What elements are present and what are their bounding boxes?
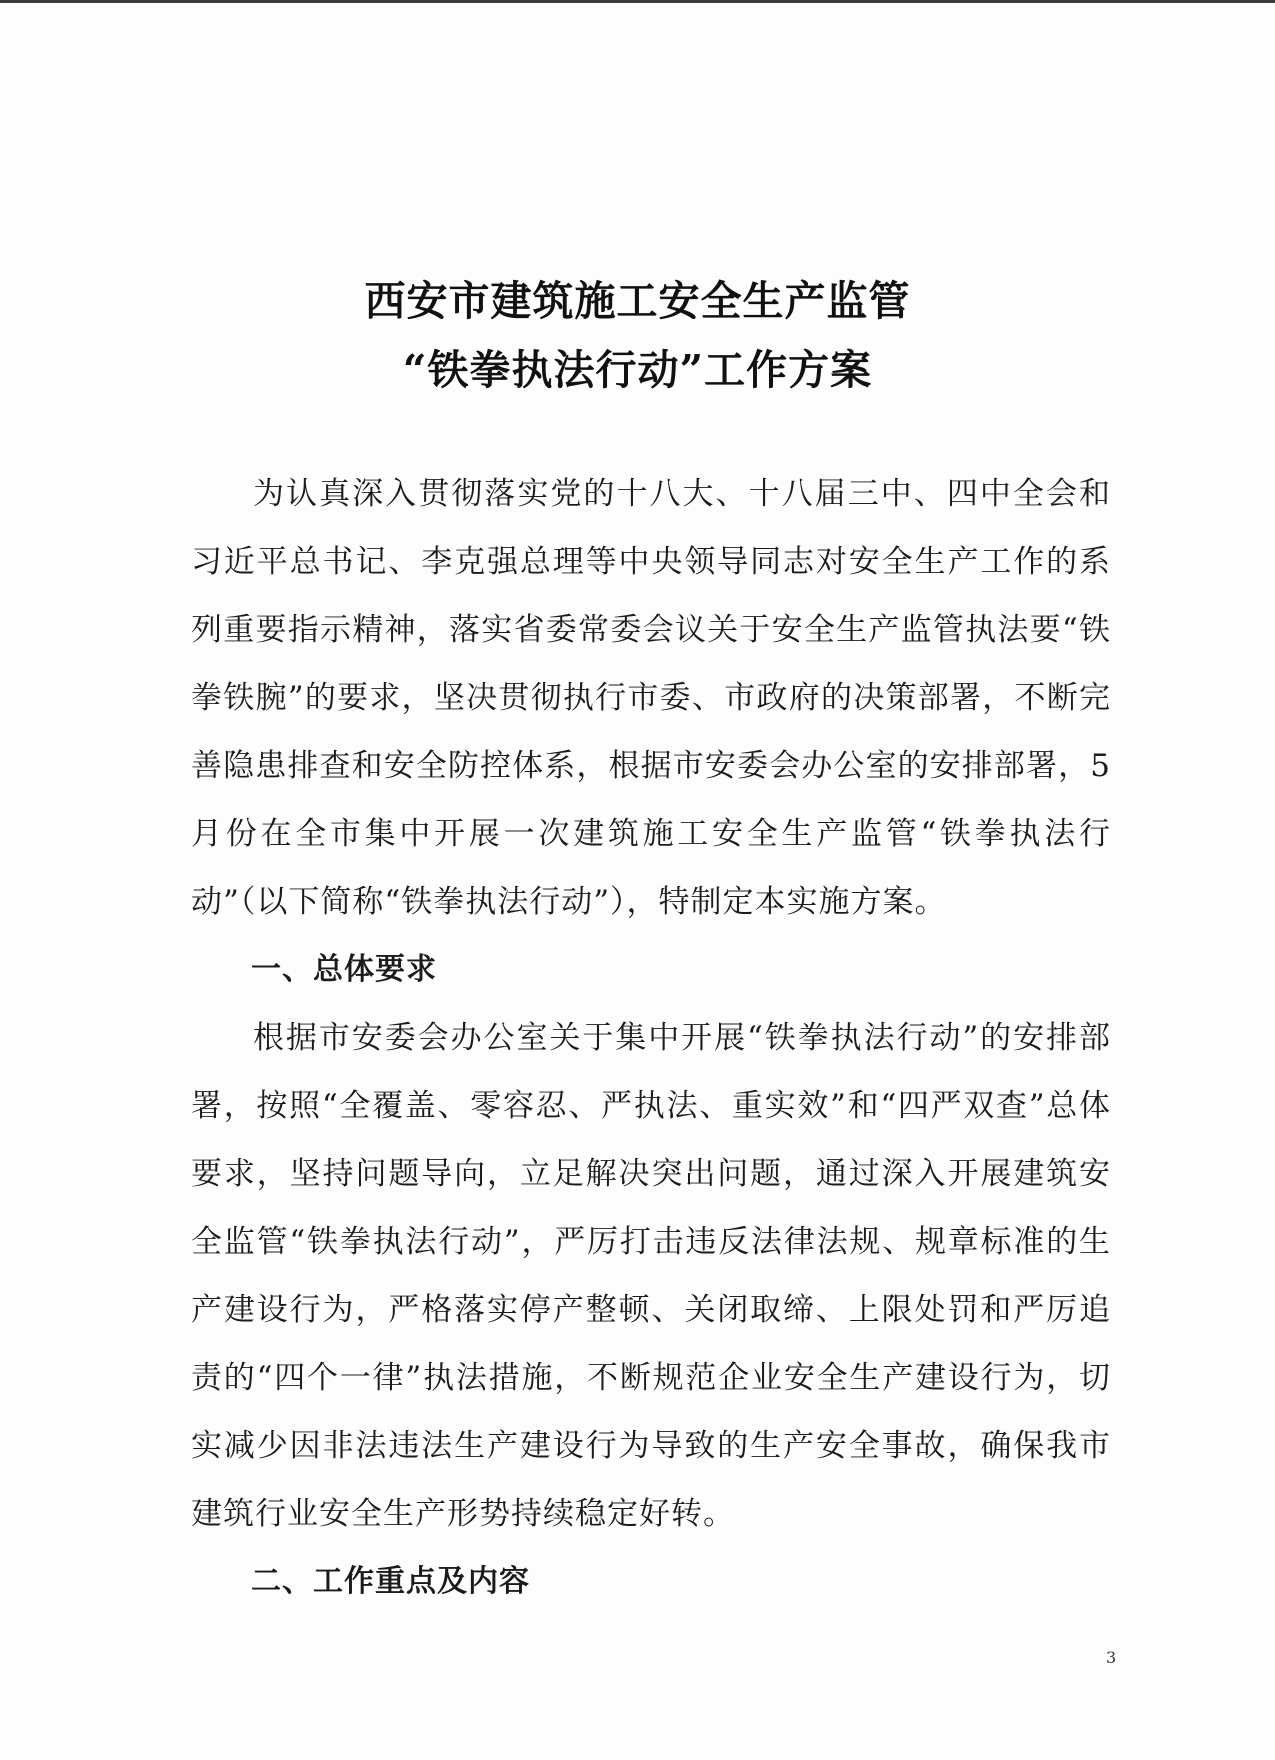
scan-top-edge xyxy=(0,0,1275,3)
intro-paragraph: 为认真深入贯彻落实党的十八大、十八届三中、四中全会和习近平总书记、李克强总理等中央领导同志对安全生产工作的系列重要指示精神，落实省委常委会议关于安全生产监管执法要“铁拳铁腕”的要求，坚决贯彻执行市委、市政府的决策部署，不断完善隐患排查和安全防控体系，根据市安委会办公室的安排部署，5月份在全市集中开展一次建筑施工安全生产监管“铁拳执法行动”（以下简称“铁拳执法行动”），特制定本实施方案。 xyxy=(191,476,1111,920)
section-1-paragraph: 根据市安委会办公室关于集中开展“铁拳执法行动”的安排部署，按照“全覆盖、零容忍、严执法、重实效”和“四严双查”总体要求，坚持问题导向，立足解决突出问题，通过深入开展建筑安全监管“铁拳执法行动”，严厉打击违反法律法规、规章标准的生产建设行为，严格落实停产整顿、关闭取缔、上限处罚和严厉追责的“四个一律”执法措施，不断规范企业安全生产建设行为，切实减少因非法违法生产建设行为导致的生产安全事故，确保我市建筑行业安全生产形势持续稳定好转。 xyxy=(191,1020,1111,1532)
document-title-line-1: 西安市建筑施工安全生产监管 xyxy=(364,277,911,325)
page-number: 3 xyxy=(1106,1648,1117,1667)
section-1-heading: 一、总体要求 xyxy=(251,952,437,987)
document-body xyxy=(191,460,1111,1616)
document-title-line-2: “铁拳执法行动”工作方案 xyxy=(402,346,873,394)
section-2-heading: 二、工作重点及内容 xyxy=(251,1564,530,1599)
